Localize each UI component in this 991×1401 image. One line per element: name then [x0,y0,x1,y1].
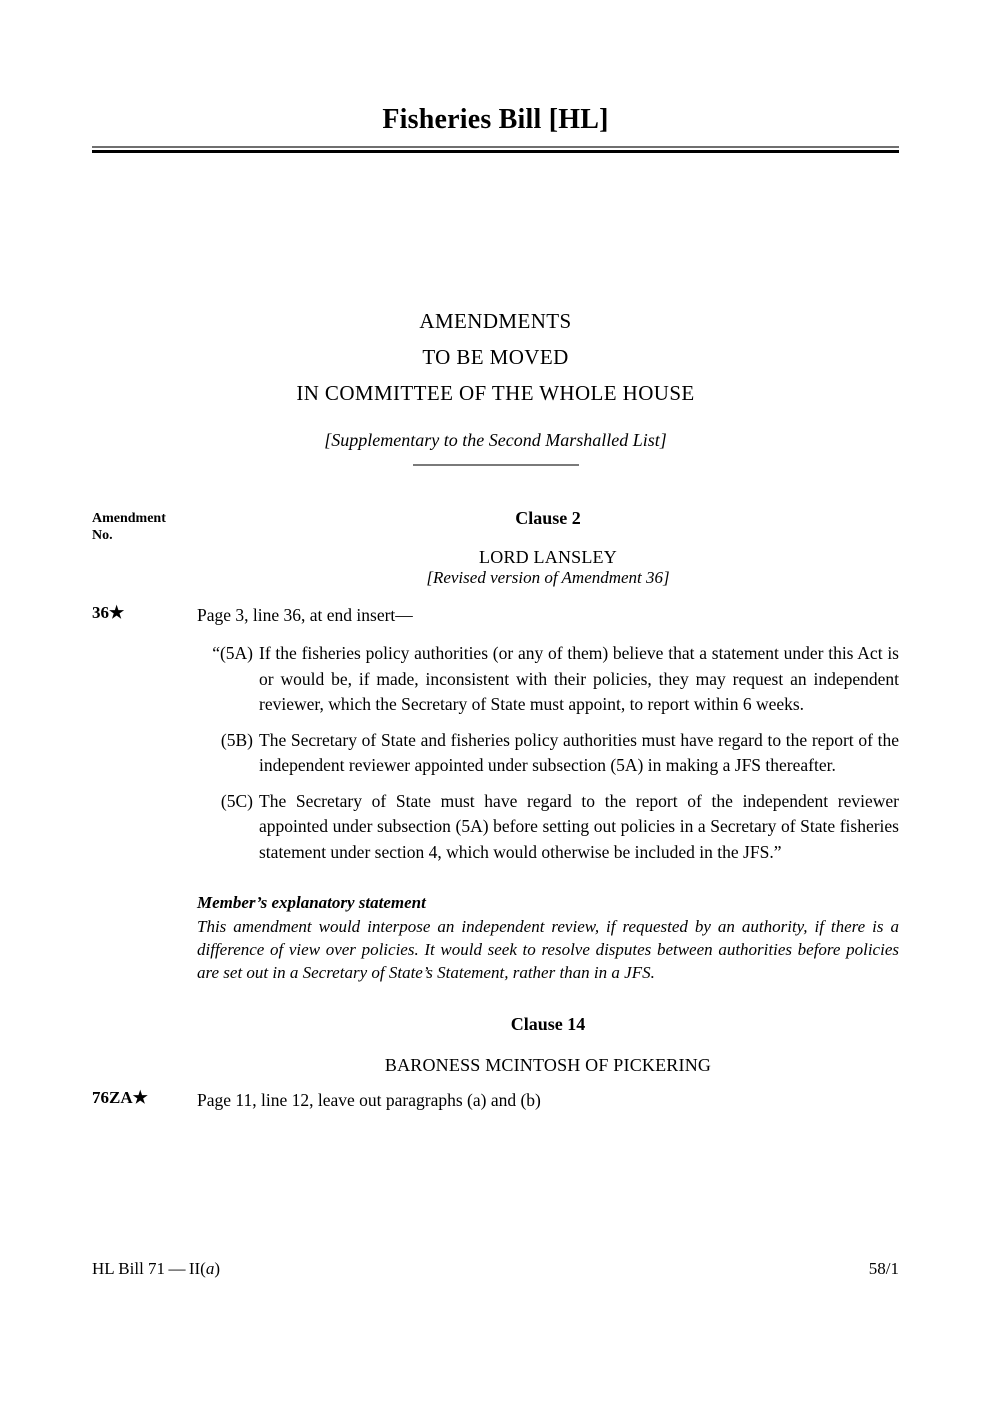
footer-bill-reference-suffix: ) [214,1259,221,1278]
subparagraph-marker: (5C) [220,790,253,811]
subparagraph-text: The Secretary of State must have regard to the report of the independent reviewer appointed under subsection (5A) before setting out policies in a Secretary of State fisheries statement under section 4, which would otherwise be included in the JFS.” [259,790,899,862]
sponsor-name: LORD LANSLEY [479,547,617,567]
sponsor-name: BARONESS MCINTOSH OF PICKERING [384,1055,712,1075]
footer-bill-reference-letter: a [205,1259,215,1278]
amendment-no-label-line1: Amendment [92,511,166,526]
title-divider-thick-line [92,150,899,153]
revised-version-note: [Revised version of Amendment 36] [426,568,670,587]
subparagraph-marker: “(5A) [212,643,253,663]
footer-bill-reference-prefix: HL Bill 71 — II( [92,1259,206,1278]
explanatory-statement-heading: Member’s explanatory statement [197,893,426,912]
heading-line-in-committee: IN COMMITTEE OF THE WHOLE HOUSE [296,381,695,405]
title-divider-thin-line [92,146,899,148]
subparagraph-marker: (5B) [220,729,253,750]
subparagraph-5b [197,728,899,779]
amendment-number-text: 76ZA [92,1088,133,1107]
explanatory-statement-text: This amendment would interpose an independent review, if requested by an authority, if there is a difference of view over policies. It would seek to resolve disputes between authorities before policies are set out in a Secretary of State’s Statement, rather than in a JFS. [197,917,899,982]
page-title: Fisheries Bill [HL] [382,104,609,135]
subparagraph-text: If the fisheries policy authorities (or any of them) believe that a statement under this Act is or would be, if made, inconsistent with their policies, they may request an independent reviewer, which the Secretary of State must appoint, to report within 6 weeks. [259,643,899,714]
amendment-number [92,603,124,623]
document-heading-block [92,303,899,453]
subparagraph-5c [197,789,899,866]
heading-line-to-be-moved: TO BE MOVED [422,345,569,369]
amendment-lead-in: Page 3, line 36, at end insert— [197,605,413,625]
document-content [92,508,899,1113]
footer-bill-reference [92,1259,220,1279]
section-clause-2 [92,508,899,984]
subparagraph-5a [197,641,899,718]
heading-subtitle: [Supplementary to the Second Marshalled List] [324,430,667,450]
star-icon: ★ [109,603,125,622]
amendment-entry-36 [92,603,899,628]
star-icon: ★ [132,1088,148,1107]
title-divider [92,146,899,153]
heading-short-divider [413,464,579,466]
explanatory-statement [197,891,899,984]
amendment-no-label-line2: No. [92,528,113,543]
clause-heading: Clause 2 [515,508,581,528]
amendment-lead-in: Page 11, line 12, leave out paragraphs (a) and (b) [197,1090,541,1110]
subparagraph-text: The Secretary of State and fisheries policy authorities must have regard to the report of the independent reviewer appointed under subsection (5A) in making a JFS thereafter. [259,729,899,775]
clause-heading: Clause 14 [510,1014,586,1034]
section-clause-14 [92,1014,899,1113]
amendment-number-text: 36 [92,603,109,622]
amendment-number [92,1088,148,1108]
footer-page-number: 58/1 [868,1259,899,1278]
heading-line-amendments: AMENDMENTS [419,309,572,333]
amendment-entry-76za [92,1088,899,1113]
